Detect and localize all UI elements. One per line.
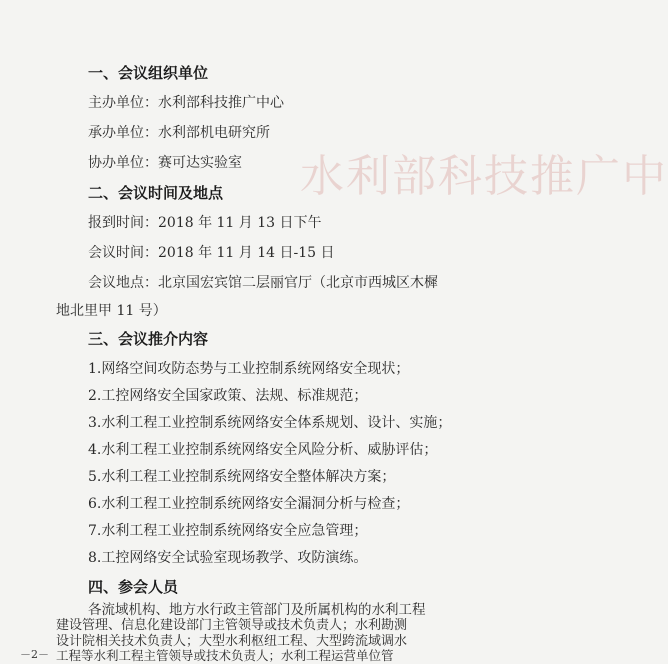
section-heading-time-place: 二、会议时间及地点 <box>88 184 224 202</box>
organizer-host: 主办单位：水利部科技推广中心 <box>88 95 284 111</box>
meeting-place-continued: 地北里甲 11 号） <box>56 303 167 319</box>
section-heading-content: 三、会议推介内容 <box>88 330 209 348</box>
attendees-line-1: 各流域机构、地方水行政主管部门及所属机构的水利工程 <box>88 602 426 618</box>
meeting-time: 会议时间：2018 年 11 月 14 日-15 日 <box>88 245 335 261</box>
attendees-line-3: 设计院相关技术负责人；大型水利枢纽工程、大型跨流域调水 <box>56 634 408 649</box>
content-item-7: 7.水利工程工业控制系统网络安全应急管理； <box>88 523 368 539</box>
section-heading-organizers: 一、会议组织单位 <box>88 64 209 82</box>
attendees-line-2: 建设管理、信息化建设部门主管领导或技术负责人；水利勘测 <box>56 618 408 633</box>
watermark-text: 水利部科技推广中 <box>300 151 668 202</box>
content-item-8: 8.工控网络安全试验室现场教学、攻防演练。 <box>88 550 368 566</box>
organizer-co-host: 协办单位：赛可达实验室 <box>88 155 242 171</box>
section-heading-attendees: 四、参会人员 <box>88 578 179 596</box>
content-item-6: 6.水利工程工业控制系统网络安全漏洞分析与检查； <box>88 496 410 512</box>
content-item-5: 5.水利工程工业控制系统网络安全整体解决方案； <box>88 469 396 485</box>
page-number: －2－ <box>20 648 49 661</box>
content-item-1: 1.网络空间攻防态势与工业控制系统网络安全现状； <box>88 361 410 377</box>
registration-time: 报到时间：2018 年 11 月 13 日下午 <box>88 215 322 231</box>
organizer-undertaker: 承办单位：水利部机电研究所 <box>88 125 270 141</box>
content-item-2: 2.工控网络安全国家政策、法规、标准规范； <box>88 388 368 404</box>
meeting-place: 会议地点：北京国宏宾馆二层丽官厅（北京市西城区木樨 <box>88 275 438 291</box>
content-item-4: 4.水利工程工业控制系统网络安全风险分析、威胁评估； <box>88 442 438 458</box>
attendees-line-4: 工程等水利工程主管领导或技术负责人；水利工程运营单位管 <box>56 648 394 663</box>
content-item-3: 3.水利工程工业控制系统网络安全体系规划、设计、实施； <box>88 415 452 431</box>
